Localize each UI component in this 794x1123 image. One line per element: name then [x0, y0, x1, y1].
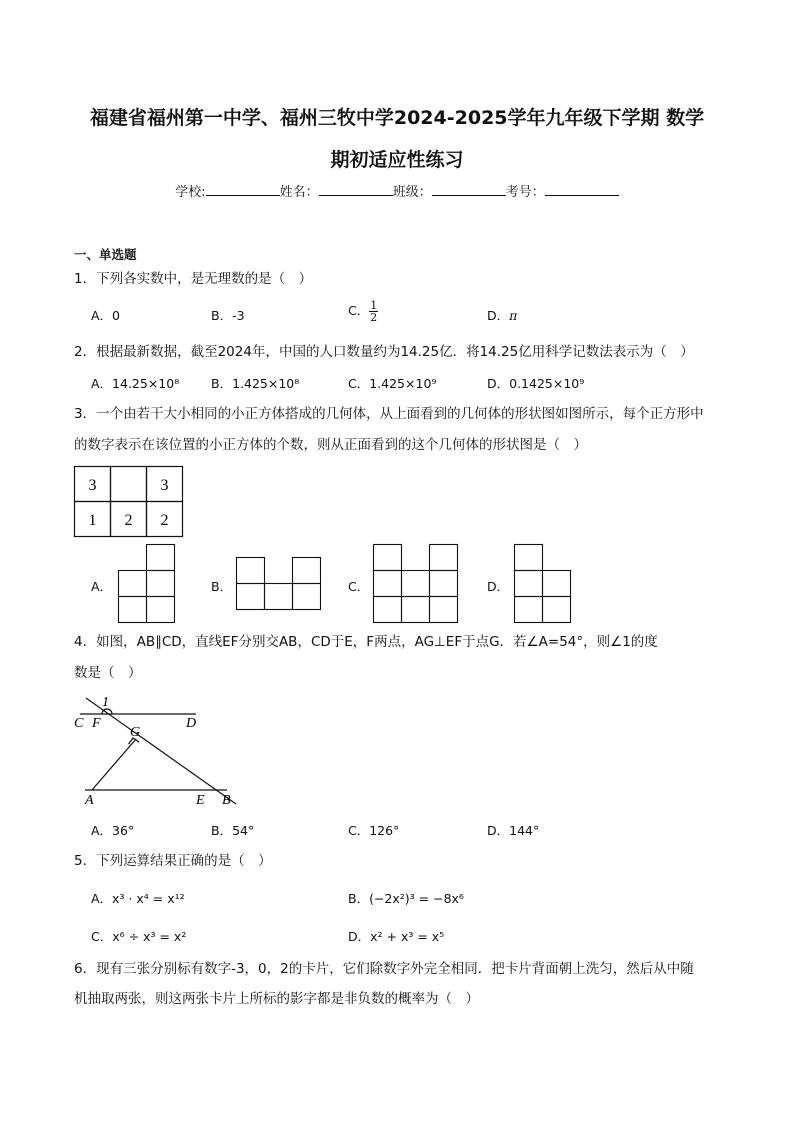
- label-f: F: [92, 716, 101, 731]
- q6-stem-line2: 机抽取两张，则这两张卡片上所标的影字都是非负数的概率为（ ）: [74, 991, 479, 1007]
- q3-option-d-label: D．: [487, 579, 510, 594]
- school-label: 学校:: [175, 185, 206, 200]
- q4-option-d: D．144°: [487, 823, 540, 838]
- q1-fraction-denominator: 2: [370, 311, 378, 324]
- grid-cell-6: 2: [160, 512, 169, 529]
- q1-option-d: [487, 306, 517, 324]
- segment-ag: [92, 739, 136, 790]
- label-c: C: [74, 716, 84, 731]
- grid-cell-3: 3: [160, 477, 169, 494]
- q5-option-d: D．x² + x³ = x⁵: [348, 929, 445, 944]
- grid-cell-4: 1: [88, 512, 97, 529]
- q1-fraction-numerator: 1: [370, 299, 378, 312]
- grid-cell-1: 3: [88, 477, 97, 494]
- q1-option-b: B．-3: [211, 308, 245, 323]
- name-blank: [319, 183, 393, 196]
- q1-fraction: [369, 300, 378, 323]
- q3-option-a-label: A．: [91, 579, 113, 594]
- q1-option-c: [348, 300, 378, 323]
- q1-option-c-label: C．: [348, 303, 370, 318]
- q3-stem-line1: 3．一个由若干大小相同的小正方体搭成的几何体，从上面看到的几何体的形状图如图所示，每个正方形中: [74, 406, 704, 422]
- q3-option-c-label: C．: [348, 579, 370, 594]
- label-a: A: [85, 793, 94, 808]
- label-d: D: [186, 716, 197, 731]
- q2-option-c: C．1.425×10⁹: [348, 376, 437, 391]
- class-blank: [432, 183, 506, 196]
- section-title: 一、单选题: [74, 247, 137, 262]
- q1-stem: 1．下列各实数中，是无理数的是（ ）: [74, 271, 313, 287]
- q4-option-b: B．54°: [211, 823, 255, 838]
- school-blank: [206, 183, 280, 196]
- q4-option-a: A．36°: [91, 823, 135, 838]
- label-1: 1: [102, 695, 109, 710]
- q3-option-c-figure: [373, 544, 461, 626]
- name-label: 姓名：: [279, 185, 319, 200]
- q2-option-a: A．14.25×10⁸: [91, 376, 180, 391]
- q3-option-d-figure: [514, 544, 574, 626]
- q4-geometry-figure: [72, 694, 252, 810]
- q5-option-a: A．x³ · x⁴ = x¹²: [91, 891, 185, 906]
- q4-stem-line2: 数是（ ）: [74, 665, 142, 681]
- q6-stem-line1: 6．现有三张分别标有数字-3，0，2的卡片，它们除数字外完全相同．把卡片背面朝上洗匀，然后从中随: [74, 961, 694, 977]
- q1-option-d-value: π: [509, 308, 518, 323]
- label-b: B: [222, 793, 231, 808]
- class-label: 班级：: [392, 185, 432, 200]
- page-title-line1: 福建省福州第一中学、福州三牧中学2024-2025学年九年级下学期 数学: [89, 107, 705, 129]
- q1-option-a: A．0: [91, 308, 121, 323]
- q2-option-b: B．1.425×10⁸: [211, 376, 300, 391]
- q3-option-b-label: B．: [211, 579, 233, 594]
- label-e: E: [196, 793, 205, 808]
- q5-option-b: B．(−2x²)³ = −8x⁶: [348, 891, 464, 906]
- page-title-line2: 期初适应性练习: [330, 149, 464, 171]
- q3-option-b-figure: [236, 557, 324, 613]
- student-info-line: [0, 181, 794, 200]
- label-g: G: [130, 725, 141, 740]
- q4-option-c: C．126°: [348, 823, 400, 838]
- q3-top-view-grid: [74, 466, 184, 538]
- q5-option-c: C．x⁶ ÷ x³ = x²: [91, 929, 187, 944]
- q2-option-d: D．0.1425×10⁹: [487, 376, 585, 391]
- q3-option-a-figure: [118, 544, 178, 626]
- id-blank: [545, 183, 619, 196]
- id-label: 考号：: [505, 185, 545, 200]
- q3-stem-line2: 的数字表示在该位置的小正方体的个数，则从正面看到的这个几何体的形状图是（ ）: [74, 437, 587, 453]
- q4-stem-line1: 4．如图，AB∥CD，直线EF分别交AB，CD于E，F两点，AG⊥EF于点G．若∠A=54°，则∠1的度: [74, 634, 658, 650]
- q5-stem: 5．下列运算结果正确的是（ ）: [74, 853, 272, 869]
- q2-stem: 2．根据最新数据，截至2024年，中国的人口数量约为14.25亿．将14.25亿用科学记数法表示为（ ）: [74, 344, 694, 360]
- grid-cell-5: 2: [124, 512, 133, 529]
- q1-option-d-label: D．: [487, 308, 510, 323]
